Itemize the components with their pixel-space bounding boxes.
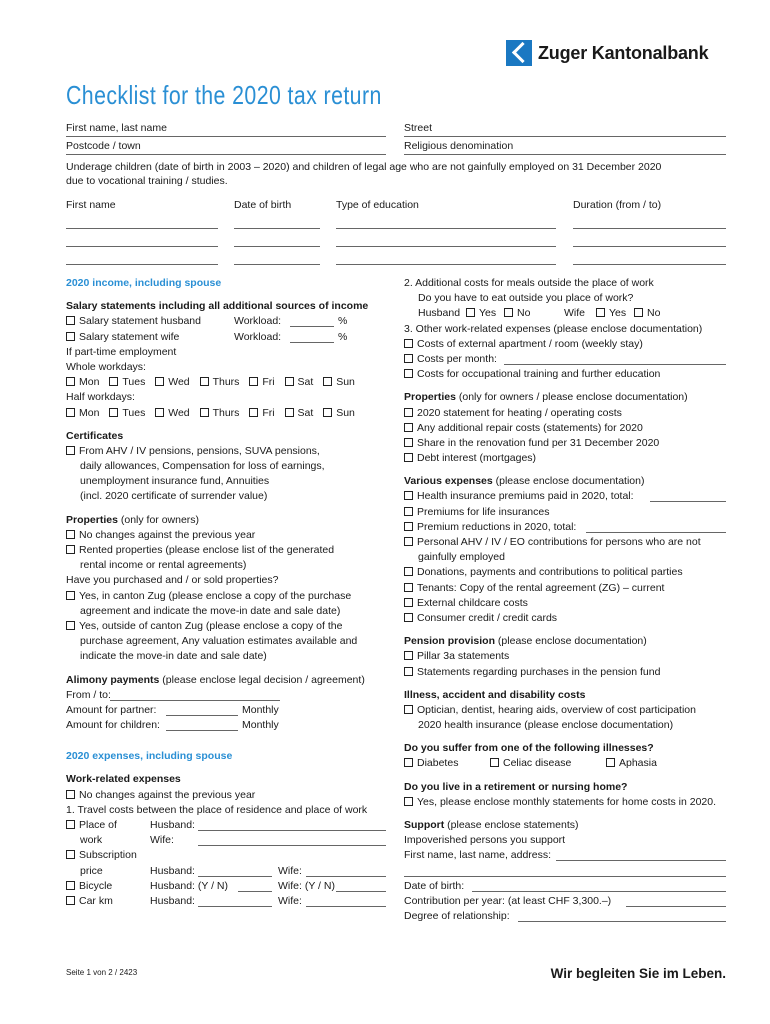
properties-note: (only for owners) xyxy=(117,513,200,526)
checkbox[interactable] xyxy=(66,896,75,905)
whole-workdays-label: Whole workdays: xyxy=(66,360,146,373)
expenses-no-changes: No changes against the previous year xyxy=(79,788,256,801)
checkbox[interactable] xyxy=(404,758,413,767)
prop-outside: purchase agreement, Any valuation estimates available and xyxy=(80,635,358,648)
health-input[interactable] xyxy=(650,491,726,502)
contribution-input[interactable] xyxy=(626,896,726,907)
checkbox[interactable] xyxy=(490,758,499,767)
child-line[interactable] xyxy=(573,246,726,247)
place-husband-input[interactable] xyxy=(198,820,386,831)
child-line[interactable] xyxy=(336,228,556,229)
properties-heading: Properties xyxy=(66,513,118,526)
street-field[interactable]: Street xyxy=(404,122,726,137)
checkbox[interactable] xyxy=(404,667,413,676)
checkbox[interactable] xyxy=(200,377,209,386)
checkbox[interactable] xyxy=(404,537,413,546)
salary-wife-label: Salary statement wife xyxy=(79,330,180,343)
meals-label: 2. Additional costs for meals outside the place of work xyxy=(404,277,654,289)
monthly-label: Monthly xyxy=(242,703,279,716)
col-first-name: First name xyxy=(66,199,116,211)
child-line[interactable] xyxy=(336,264,556,265)
child-line[interactable] xyxy=(573,228,726,229)
alimony-heading: Alimony payments xyxy=(66,673,160,686)
prop-outside: Yes, outside of canton Zug (please enclose a copy of the xyxy=(79,619,343,632)
half-days-row: Mon Tues Wed Thurs Fri Sat Sun xyxy=(66,406,391,421)
amount-children-input[interactable] xyxy=(166,720,238,731)
checkbox[interactable] xyxy=(323,377,332,386)
checkbox[interactable] xyxy=(66,621,75,630)
prop-rented: rental income or rental agreements) xyxy=(80,559,247,572)
checkbox[interactable] xyxy=(66,850,75,859)
checkbox[interactable] xyxy=(404,491,413,500)
child-line[interactable] xyxy=(234,228,320,229)
workload-label: Workload: xyxy=(234,315,282,328)
support-name-input-2[interactable] xyxy=(404,866,726,877)
checkbox[interactable] xyxy=(404,613,413,622)
checkbox[interactable] xyxy=(404,507,413,516)
brand-tagline: Wir begleiten Sie im Leben. xyxy=(550,966,726,981)
checkbox[interactable] xyxy=(66,377,75,386)
left-column: 2020 income, including spouse Salary statements including all additional sources of income Salary statement husband Workload: % Salary statement wife Workload: % If part-time employment Whole workdays: Mon Tues Wed Thurs Fri Sat Sun Half workdays: Mon Tues Wed Thurs Fri Sat Sun Certificates From AHV / IV pensions, pensions, SUVA pensions, daily allowances, Compensation for loss of earnings, unemployment insurance fund, Annuities (incl. 2020 certificate of surrender value) Properties (only for owners) No changes against the previous year Rented properties (please enclose list of the generated rental income or rental agreements) Have you purchased and / or sold properties? Yes, in canton Zug (please enclose a copy of the purchase agreement and indicate the move-in date and sale date) Yes, outside of canton Zug (please enclose a copy of the purchase agreement, Any valuation estimates available and indicate the move-in date and sale date) Alimony payments (please enclose legal decision / agreement) From / to: Amount for partner: Monthly Amount for children: Monthly 2020 expenses, including spouse Work-related expenses No changes against the previous year 1. Travel costs between the place of residence and place of work Place of Husband: work Wife: Subscription price Husband: Wife: Bicycle Husband: (Y / N) Wife: (Y / N) Car km Husband: Wife: xyxy=(66,276,391,909)
right-column: 2. Additional costs for meals outside the place of work Do you have to eat outside you place of work? Husband Yes No Wife Yes No 3. Other work-related expenses (please enclose documentation) Costs of external apartment / room (weekly stay) Costs per month: Costs for occupational training and further education Properties (only for owners / please enclose documentation) 2020 statement for heating / operating costs Any additional repair costs (statements) for 2020 Share in the renovation fund per 31 December 2020 Debt interest (mortgages) Various expenses (please enclose documentation) Health insurance premiums paid in 2020, total: Premiums for life insurances Premium reductions in 2020, total: Personal AHV / IV / EO contributions for persons who are not gainfully employed Donations, payments and contributions to political parties Tenants: Copy of the rental agreement (ZG) – current External childcare costs Consumer credit / credit cards Pension provision (please enclose documentation) Pillar 3a statements Statements regarding purchases in the pension fund Illness, accident and disability costs Optician, dentist, hearing aids, overview of cost participation 2020 health insurance (please enclose documentation) Do you suffer from one of the following illnesses? Diabetes Celiac disease Aphasia Do you live in a retirement or nursing home? Yes, please enclose monthly statements for home costs in 2020. Support (please enclose statements) Impoverished persons you support First name, last name, address: Date of birth: Contribution per year: (at least CHF 3,300.–) Degree of relationship: xyxy=(404,276,726,924)
salary-husband-label: Salary statement husband xyxy=(79,315,201,328)
checkbox[interactable] xyxy=(66,790,75,799)
prop-zug: agreement and indicate the move-in date and sale date) xyxy=(80,604,341,617)
child-line[interactable] xyxy=(573,264,726,265)
amount-partner-input[interactable] xyxy=(166,705,238,716)
checkbox[interactable] xyxy=(66,408,75,417)
meals-question: Do you have to eat outside you place of work? xyxy=(418,292,634,305)
support-name-input[interactable] xyxy=(556,850,726,861)
checkbox[interactable] xyxy=(404,567,413,576)
bicycle-husband-input[interactable] xyxy=(238,881,272,892)
checkbox[interactable] xyxy=(404,797,413,806)
checkbox[interactable] xyxy=(323,408,332,417)
other-work-label: 3. Other work-related expenses (please enclose documentation) xyxy=(404,322,703,335)
percent-label: % xyxy=(338,330,348,343)
checkbox[interactable] xyxy=(404,423,413,432)
child-line[interactable] xyxy=(336,246,556,247)
col-type-of-education: Type of education xyxy=(336,199,419,211)
bicycle-wife-input[interactable] xyxy=(336,881,386,892)
half-workdays-label: Half workdays: xyxy=(66,391,135,404)
amount-children-label: Amount for children: xyxy=(66,719,160,732)
checkbox[interactable] xyxy=(200,408,209,417)
child-line[interactable] xyxy=(234,246,320,247)
checkbox[interactable] xyxy=(404,438,413,447)
travel-costs-label: 1. Travel costs between the place of residence and place of work xyxy=(66,803,368,816)
expenses-heading: 2020 expenses, including spouse xyxy=(66,750,233,763)
page-footer: Seite 1 von 2 / 2423 xyxy=(66,968,138,977)
checkbox[interactable] xyxy=(285,377,294,386)
checkbox[interactable] xyxy=(404,522,413,531)
child-line[interactable] xyxy=(234,264,320,265)
religion-field[interactable]: Religious denomination xyxy=(404,140,726,155)
sub-wife-input[interactable] xyxy=(306,866,386,877)
amount-partner-label: Amount for partner: xyxy=(66,703,157,716)
child-line[interactable] xyxy=(66,228,218,229)
income-heading: 2020 income, including spouse xyxy=(66,277,222,289)
support-heading: Support xyxy=(404,819,445,831)
certificates-text: unemployment insurance fund, Annuities xyxy=(80,475,270,488)
prop-rented: Rented properties (please enclose list of the generated xyxy=(79,544,335,556)
suffer-heading: Do you suffer from one of the following illnesses? xyxy=(404,742,654,755)
from-to-input[interactable] xyxy=(110,690,280,701)
checkbox[interactable] xyxy=(66,591,75,600)
checkbox[interactable] xyxy=(404,408,413,417)
bank-logo-icon xyxy=(506,40,532,66)
checkbox[interactable] xyxy=(155,377,164,386)
children-intro-2: due to vocational training / studies. xyxy=(66,175,228,187)
checkbox[interactable] xyxy=(66,545,75,554)
part-time-label: If part-time employment xyxy=(66,345,177,358)
salary-heading: Salary statements including all additional sources of income xyxy=(66,300,369,313)
checkbox[interactable] xyxy=(66,316,75,325)
checkbox[interactable] xyxy=(249,377,258,386)
col-duration: Duration (from / to) xyxy=(573,199,662,211)
postcode-field[interactable]: Postcode / town xyxy=(66,140,386,155)
place-wife-input[interactable] xyxy=(198,835,386,846)
pension-heading: Pension provision xyxy=(404,635,496,648)
sub-husband-input[interactable] xyxy=(198,866,272,877)
checkbox[interactable] xyxy=(404,598,413,607)
whole-days-row: Mon Tues Wed Thurs Fri Sat Sun xyxy=(66,375,391,390)
work-heading: Work-related expenses xyxy=(66,773,181,786)
checkbox[interactable] xyxy=(66,530,75,539)
checkbox[interactable] xyxy=(66,446,75,455)
checkbox[interactable] xyxy=(466,308,475,317)
workload-input[interactable] xyxy=(290,332,334,343)
right-properties-heading: Properties xyxy=(404,391,456,404)
certificates-text: From AHV / IV pensions, pensions, SUVA pensions, xyxy=(79,444,320,457)
checkbox[interactable] xyxy=(404,583,413,592)
illness-heading: Illness, accident and disability costs xyxy=(404,688,586,701)
checkbox[interactable] xyxy=(66,332,75,341)
prop-no-changes: No changes against the previous year xyxy=(79,528,256,541)
checkbox[interactable] xyxy=(404,705,413,714)
workload-input[interactable] xyxy=(290,316,334,327)
car-wife-input[interactable] xyxy=(306,896,386,907)
costs-month-input[interactable] xyxy=(504,354,726,365)
dob-input[interactable] xyxy=(472,881,726,892)
name-field[interactable]: First name, last name xyxy=(66,122,386,137)
retirement-heading: Do you live in a retirement or nursing home? xyxy=(404,780,628,793)
certificates-text: daily allowances, Compensation for loss of earnings, xyxy=(80,460,325,473)
checkbox[interactable] xyxy=(285,408,294,417)
checkbox[interactable] xyxy=(606,758,615,767)
checkbox[interactable] xyxy=(404,453,413,462)
prop-question: Have you purchased and / or sold properties? xyxy=(66,574,279,587)
reductions-input[interactable] xyxy=(586,522,726,533)
prop-outside: indicate the move-in date and sale date) xyxy=(80,650,267,663)
col-date-of-birth: Date of birth xyxy=(234,199,292,211)
checkbox[interactable] xyxy=(504,308,513,317)
checkbox[interactable] xyxy=(66,881,75,890)
bank-logo xyxy=(506,40,708,66)
certificates-text: (incl. 2020 certificate of surrender value) xyxy=(80,490,268,503)
checkbox[interactable] xyxy=(596,308,605,317)
child-line[interactable] xyxy=(66,246,218,247)
prop-zug: Yes, in canton Zug (please enclose a copy of the purchase xyxy=(79,589,352,602)
monthly-label: Monthly xyxy=(242,719,279,732)
car-husband-input[interactable] xyxy=(198,896,272,907)
from-to-label: From / to: xyxy=(66,688,111,701)
checkbox[interactable] xyxy=(634,308,643,317)
bank-name: Zuger Kantonalbank xyxy=(538,42,709,63)
checkbox[interactable] xyxy=(109,377,118,386)
child-line[interactable] xyxy=(66,264,218,265)
workload-label: Workload: xyxy=(234,330,282,343)
relationship-input[interactable] xyxy=(518,911,726,922)
checkbox[interactable] xyxy=(109,408,118,417)
various-heading: Various expenses xyxy=(404,475,493,488)
certificates-heading: Certificates xyxy=(66,429,124,442)
checkbox[interactable] xyxy=(404,354,413,363)
children-intro-1: Underage children (date of birth in 2003 – 2020) and children of legal age who are not gainfully employed on 31 December 2020 xyxy=(66,161,662,173)
checkbox[interactable] xyxy=(404,339,413,348)
checkbox[interactable] xyxy=(404,651,413,660)
checkbox[interactable] xyxy=(66,820,75,829)
checkbox[interactable] xyxy=(249,408,258,417)
alimony-note: (please enclose legal decision / agreement) xyxy=(159,673,365,686)
page-title: Checklist for the 2020 tax return xyxy=(66,80,382,110)
checkbox[interactable] xyxy=(404,369,413,378)
percent-label: % xyxy=(338,315,348,328)
checkbox[interactable] xyxy=(155,408,164,417)
